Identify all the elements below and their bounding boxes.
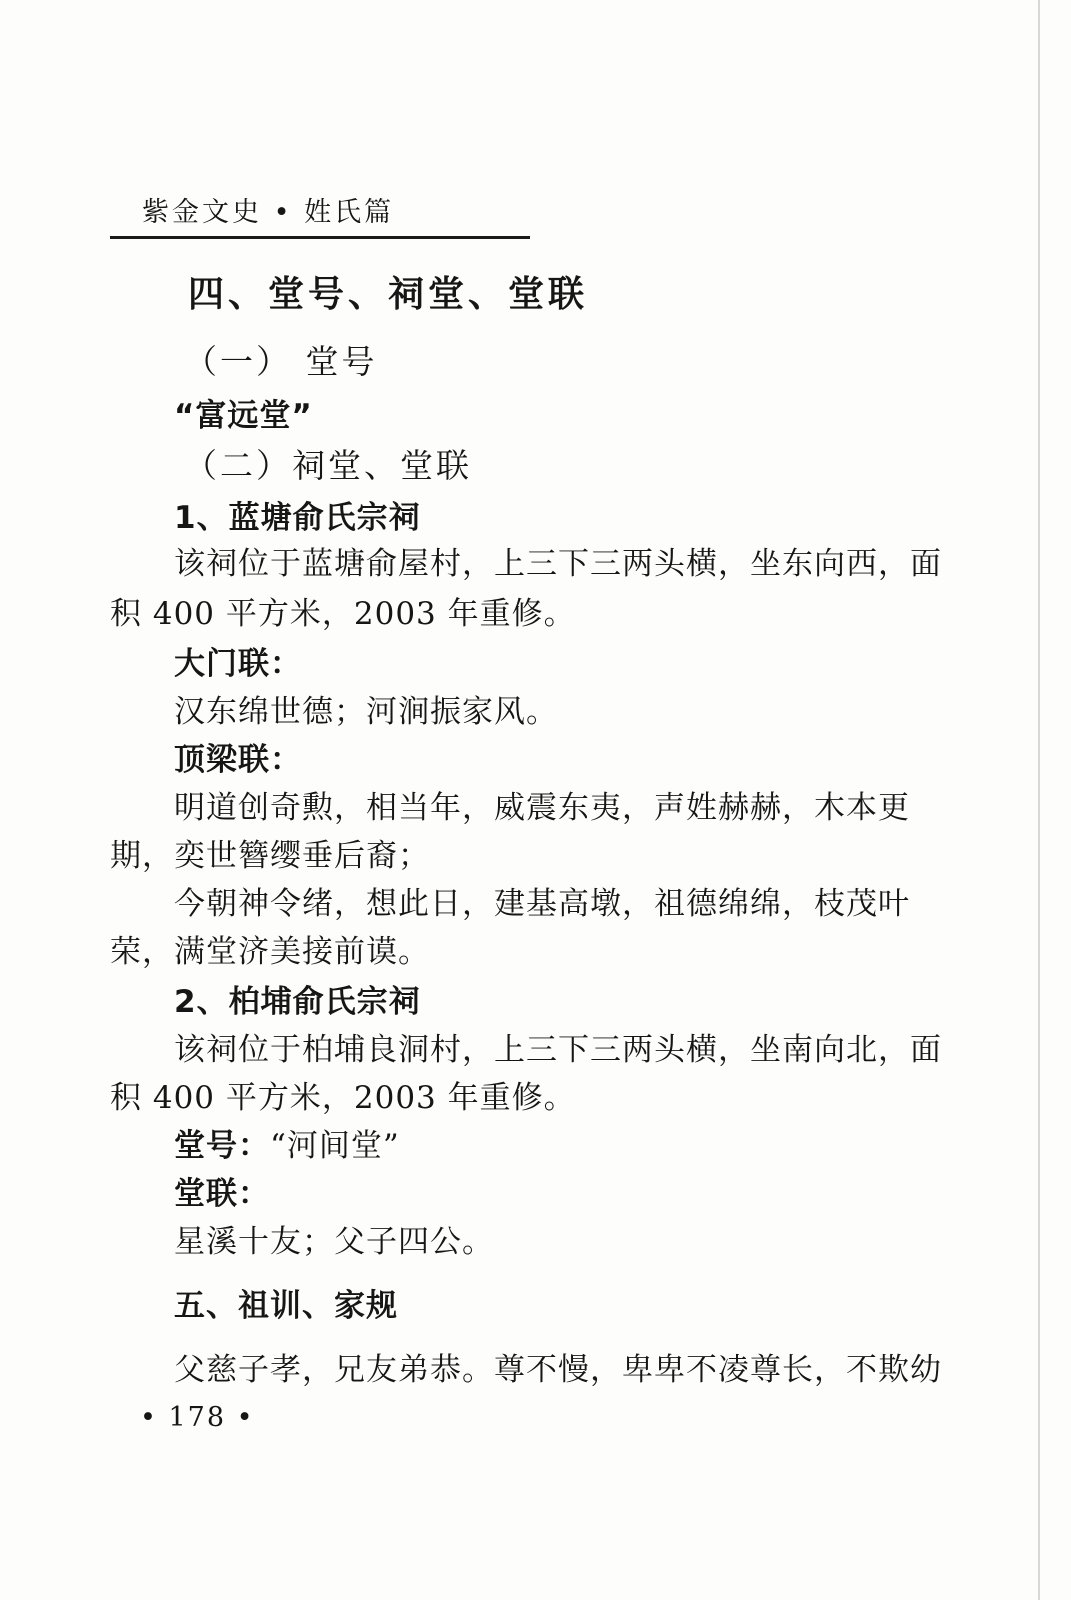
beam-couplet-line2: 期，奕世簪缨垂后裔； xyxy=(110,838,430,874)
hall-name-hejian: “河间堂” xyxy=(270,1128,400,1164)
subsection-2-heading: （二）祠堂、堂联 xyxy=(184,446,472,485)
hall-name-row xyxy=(174,1120,400,1165)
item-2-desc-line1: 该祠位于柏埔良洞村，上三下三两头横，坐南向北，面 xyxy=(174,1032,942,1068)
beam-couplet-line1: 明道创奇勲，相当年，威震东夷，声姓赫赫，木本更 xyxy=(174,790,910,826)
item-1-desc-line2: 积 400 平方米，2003 年重修。 xyxy=(110,596,576,632)
beam-couplet-label: 顶梁联： xyxy=(174,742,302,778)
beam-couplet-line3: 今朝神令绪，想此日，建基高墩，祖德绵绵，枝茂叶 xyxy=(174,886,910,922)
hall-couplet-label: 堂联： xyxy=(174,1176,270,1212)
item-2-title: 2、柏埔俞氏宗祠 xyxy=(174,984,421,1020)
subsection-1-heading: （一） 堂号 xyxy=(184,342,378,381)
gate-couplet-label: 大门联： xyxy=(174,646,302,682)
item-1-desc-line1: 该祠位于蓝塘俞屋村，上三下三两头横，坐东向西，面 xyxy=(174,546,942,582)
hall-couplet-text: 星溪十友；父子四公。 xyxy=(174,1224,494,1260)
header-rule xyxy=(110,236,530,239)
hall-name-label: 堂号： xyxy=(174,1128,270,1164)
gate-couplet-text: 汉东绵世德；河涧振家风。 xyxy=(174,694,558,730)
page-number: • 178 • xyxy=(140,1402,255,1433)
page-edge-shadow xyxy=(1038,0,1040,1600)
hall-name-fuyuan: “富远堂” xyxy=(174,398,313,434)
section-5-line1: 父慈子孝，兄友弟恭。尊不慢，卑卑不凌尊长，不欺幼 xyxy=(174,1352,942,1388)
section-4-heading: 四、堂号、祠堂、堂联 xyxy=(188,274,589,315)
beam-couplet-line4: 荣，满堂济美接前谟。 xyxy=(110,934,430,970)
item-2-desc-line2: 积 400 平方米，2003 年重修。 xyxy=(110,1080,576,1116)
item-1-title: 1、蓝塘俞氏宗祠 xyxy=(174,500,421,536)
section-5-heading: 五、祖训、家规 xyxy=(174,1288,398,1324)
running-header: 紫金文史 • 姓氏篇 xyxy=(142,197,395,228)
